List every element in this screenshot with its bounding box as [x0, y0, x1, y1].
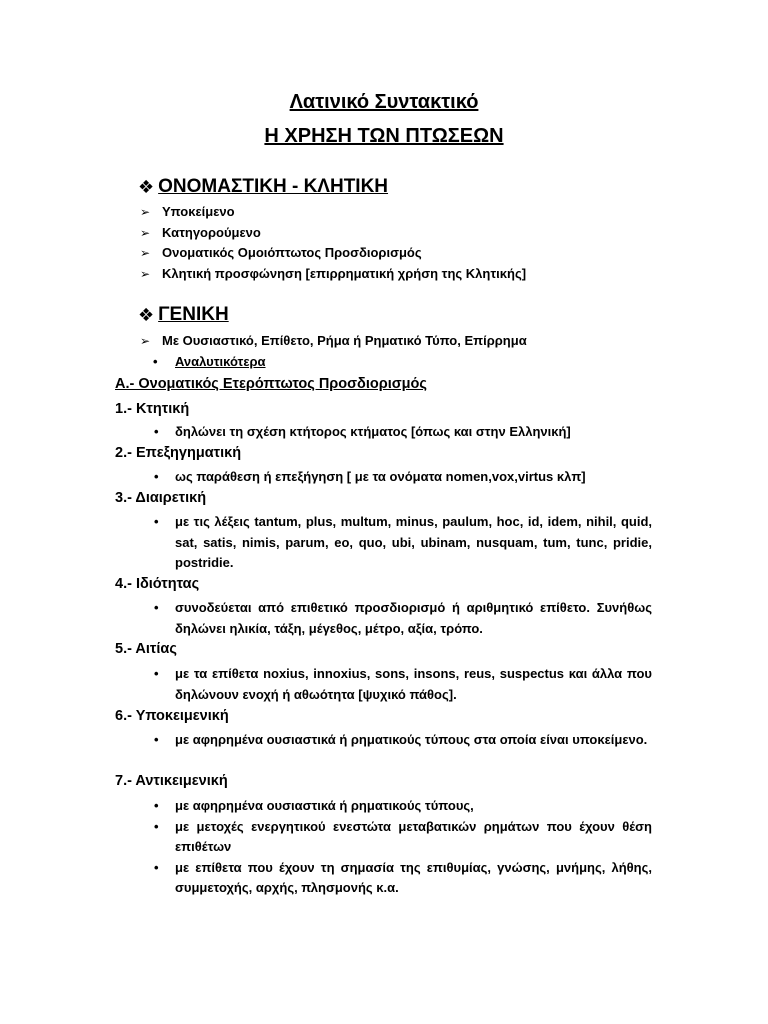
sub-bullet-label: Αναλυτικότερα	[175, 354, 266, 369]
diamond-bullet-icon: ❖	[138, 176, 155, 197]
section-heading-genitive	[138, 304, 229, 326]
bullet-list	[154, 730, 652, 751]
subsection-heading: 2.- Επεξηγηματική	[115, 445, 242, 461]
bullet-icon: •	[154, 859, 159, 875]
list-item: ➢ Κλητική προσφώνηση [επιρρηματική χρήση της Κλητικής]	[140, 264, 526, 285]
list-item: • δηλώνει τη σχέση κτήτορος κτήματος [όπως και στην Ελληνική]	[154, 422, 652, 443]
section-heading-nominative-vocative	[138, 176, 388, 198]
bullet-list	[154, 598, 652, 639]
section-title: ΓΕΝΙΚΗ	[158, 304, 229, 325]
bullet-icon: •	[154, 514, 159, 529]
document-title: Λατινικό Συντακτικό	[289, 91, 479, 113]
list-item: • με επίθετα που έχουν τη σημασία της επιθυμίας, γνώσης, μνήμης, λήθης, συμμετοχής, αρχής, πλησμονής κ.α.	[154, 858, 652, 899]
bullet-icon: •	[154, 600, 159, 615]
list-item: • συνοδεύεται από επιθετικό προσδιορισμό ή αριθμητικό επίθετο. Συνήθως δηλώνει ηλικία, τάξη, μέγεθος, μέτρο, αξία, τρόπο.	[154, 598, 652, 639]
subsection-heading: 1.- Κτητική	[115, 401, 190, 417]
bullet-icon: •	[153, 354, 158, 369]
bullet-list	[154, 796, 652, 899]
subsection-heading: 3.- Διαιρετική	[115, 490, 207, 506]
list-item: • με αφηρημένα ουσιαστικά ή ρηματικούς τύπους,	[154, 796, 652, 817]
document-subtitle: Η ΧΡΗΣΗ ΤΩΝ ΠΤΩΣΕΩΝ	[264, 125, 504, 147]
bullet-icon: •	[154, 798, 159, 813]
arrow-bullet-icon: ➢	[140, 266, 151, 281]
bullet-icon: •	[154, 818, 159, 834]
bullet-list	[154, 512, 652, 574]
list-item: ➢ Ονοματικός Ομοιόπτωτος Προσδιορισμός	[140, 243, 526, 264]
bullet-icon: •	[154, 666, 159, 681]
bullet-icon: •	[154, 469, 159, 484]
arrow-bullet-icon: ➢	[140, 334, 151, 348]
diamond-bullet-icon: ❖	[138, 304, 155, 325]
part-a-heading: Α.- Ονοματικός Ετερόπτωτος Προσδιορισμός	[115, 376, 427, 392]
subsection-heading: 7.- Αντικειμενική	[115, 773, 228, 789]
list-item: • με τις λέξεις tantum, plus, multum, minus, paulum, hoc, id, idem, nihil, quid, sat, satis, nimis, parum, eo, quo, ubi, ubinam, nusquam, tum, tunc, pridie, postridie.	[154, 512, 652, 574]
arrow-bullet-icon: ➢	[140, 205, 151, 219]
list-item: ➢ Υποκείμενο	[140, 202, 526, 223]
list-item: • με τα επίθετα noxius, innoxius, sons, insons, reus, suspectus και άλλα που δηλώνουν ενοχή ή αθωότητα [ψυχικό πάθος].	[154, 664, 652, 705]
list-item: ➢ Κατηγορούμενο	[140, 223, 526, 244]
bullet-icon: •	[154, 424, 159, 439]
list-item: ➢ Με Ουσιαστικό, Επίθετο, Ρήμα ή Ρηματικό Τύπο, Επίρρημα	[140, 331, 527, 352]
arrow-list-genitive	[140, 331, 527, 352]
bullet-list	[154, 467, 652, 488]
sub-bullet-more-detail	[153, 354, 266, 369]
list-item: • με μετοχές ενεργητικού ενεστώτα μεταβατικών ρημάτων που έχουν θέση επιθέτων	[154, 817, 652, 858]
bullet-list	[154, 422, 652, 443]
section-title: ΟΝΟΜΑΣΤΙΚΗ - ΚΛΗΤΙΚΗ	[158, 176, 389, 197]
bullet-list	[154, 664, 652, 705]
bullet-icon: •	[154, 732, 159, 747]
list-item: • ως παράθεση ή επεξήγηση [ με τα ονόματα nomen,vox,virtus κλπ]	[154, 467, 652, 488]
arrow-list-nominative	[140, 202, 526, 284]
arrow-bullet-icon: ➢	[140, 246, 151, 260]
arrow-bullet-icon: ➢	[140, 225, 151, 240]
subsection-heading: 5.- Αιτίας	[115, 641, 177, 657]
subsection-heading: 4.- Ιδιότητας	[115, 576, 200, 592]
list-item: • με αφηρημένα ουσιαστικά ή ρηματικούς τύπους στα οποία είναι υποκείμενο.	[154, 730, 652, 751]
subsection-heading: 6.- Υποκειμενική	[115, 708, 229, 724]
